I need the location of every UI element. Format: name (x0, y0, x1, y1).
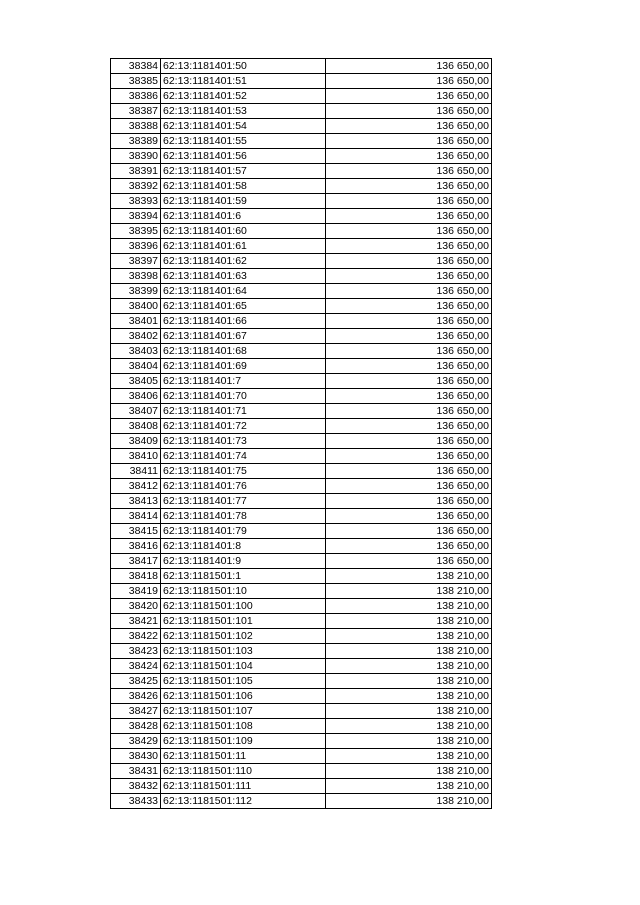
row-number-cell: 38407 (111, 404, 161, 419)
table-row (111, 194, 492, 209)
table-row (111, 344, 492, 359)
table-row (111, 689, 492, 704)
row-number-cell: 38414 (111, 509, 161, 524)
cadastral-number-cell: 62:13:1181401:67 (161, 329, 326, 344)
table-row (111, 74, 492, 89)
row-number-cell: 38389 (111, 134, 161, 149)
cadastral-number-cell: 62:13:1181401:54 (161, 119, 326, 134)
cadastral-value-cell: 138 210,00 (326, 659, 492, 674)
cadastral-value-cell: 138 210,00 (326, 704, 492, 719)
cadastral-value-cell: 138 210,00 (326, 794, 492, 809)
table-row (111, 779, 492, 794)
cadastral-value-cell: 136 650,00 (326, 344, 492, 359)
cadastral-value-cell: 136 650,00 (326, 179, 492, 194)
cadastral-number-cell: 62:13:1181401:7 (161, 374, 326, 389)
cadastral-value-table (110, 58, 492, 809)
cadastral-number-cell: 62:13:1181401:68 (161, 344, 326, 359)
row-number-cell: 38390 (111, 149, 161, 164)
row-number-cell: 38423 (111, 644, 161, 659)
row-number-cell: 38419 (111, 584, 161, 599)
cadastral-number-cell: 62:13:1181401:69 (161, 359, 326, 374)
cadastral-number-cell: 62:13:1181501:112 (161, 794, 326, 809)
row-number-cell: 38393 (111, 194, 161, 209)
row-number-cell: 38384 (111, 59, 161, 74)
row-number-cell: 38428 (111, 719, 161, 734)
cadastral-number-cell: 62:13:1181401:59 (161, 194, 326, 209)
cadastral-number-cell: 62:13:1181401:6 (161, 209, 326, 224)
table-row (111, 119, 492, 134)
row-number-cell: 38418 (111, 569, 161, 584)
cadastral-value-cell: 136 650,00 (326, 104, 492, 119)
cadastral-value-cell: 136 650,00 (326, 284, 492, 299)
cadastral-value-cell: 138 210,00 (326, 584, 492, 599)
table-row (111, 494, 492, 509)
table-row (111, 149, 492, 164)
table-row (111, 794, 492, 809)
row-number-cell: 38399 (111, 284, 161, 299)
table-row (111, 224, 492, 239)
row-number-cell: 38403 (111, 344, 161, 359)
row-number-cell: 38413 (111, 494, 161, 509)
cadastral-value-cell: 136 650,00 (326, 434, 492, 449)
cadastral-value-cell: 136 650,00 (326, 479, 492, 494)
row-number-cell: 38386 (111, 89, 161, 104)
table-row (111, 299, 492, 314)
row-number-cell: 38387 (111, 104, 161, 119)
cadastral-number-cell: 62:13:1181401:65 (161, 299, 326, 314)
cadastral-number-cell: 62:13:1181401:61 (161, 239, 326, 254)
cadastral-number-cell: 62:13:1181501:106 (161, 689, 326, 704)
row-number-cell: 38402 (111, 329, 161, 344)
cadastral-value-cell: 136 650,00 (326, 464, 492, 479)
row-number-cell: 38396 (111, 239, 161, 254)
table-row (111, 284, 492, 299)
table-row (111, 539, 492, 554)
cadastral-number-cell: 62:13:1181401:64 (161, 284, 326, 299)
cadastral-number-cell: 62:13:1181501:107 (161, 704, 326, 719)
row-number-cell: 38424 (111, 659, 161, 674)
cadastral-value-cell: 136 650,00 (326, 494, 492, 509)
table-row (111, 164, 492, 179)
table-row (111, 614, 492, 629)
cadastral-number-cell: 62:13:1181401:73 (161, 434, 326, 449)
cadastral-value-cell: 136 650,00 (326, 524, 492, 539)
cadastral-value-cell: 136 650,00 (326, 389, 492, 404)
cadastral-number-cell: 62:13:1181401:52 (161, 89, 326, 104)
cadastral-value-cell: 136 650,00 (326, 554, 492, 569)
row-number-cell: 38431 (111, 764, 161, 779)
row-number-cell: 38433 (111, 794, 161, 809)
cadastral-value-cell: 136 650,00 (326, 359, 492, 374)
cadastral-number-cell: 62:13:1181401:56 (161, 149, 326, 164)
cadastral-value-cell: 138 210,00 (326, 749, 492, 764)
cadastral-number-cell: 62:13:1181501:11 (161, 749, 326, 764)
cadastral-number-cell: 62:13:1181501:109 (161, 734, 326, 749)
cadastral-number-cell: 62:13:1181401:70 (161, 389, 326, 404)
row-number-cell: 38398 (111, 269, 161, 284)
row-number-cell: 38401 (111, 314, 161, 329)
table-row (111, 89, 492, 104)
table-row (111, 674, 492, 689)
row-number-cell: 38394 (111, 209, 161, 224)
table-row (111, 404, 492, 419)
table-row (111, 569, 492, 584)
row-number-cell: 38385 (111, 74, 161, 89)
cadastral-number-cell: 62:13:1181401:9 (161, 554, 326, 569)
cadastral-value-cell: 136 650,00 (326, 194, 492, 209)
row-number-cell: 38432 (111, 779, 161, 794)
cadastral-value-cell: 138 210,00 (326, 629, 492, 644)
row-number-cell: 38429 (111, 734, 161, 749)
row-number-cell: 38400 (111, 299, 161, 314)
cadastral-value-cell: 136 650,00 (326, 299, 492, 314)
cadastral-value-cell: 138 210,00 (326, 734, 492, 749)
row-number-cell: 38405 (111, 374, 161, 389)
row-number-cell: 38417 (111, 554, 161, 569)
row-number-cell: 38415 (111, 524, 161, 539)
cadastral-value-cell: 136 650,00 (326, 134, 492, 149)
table-row (111, 179, 492, 194)
table-row (111, 749, 492, 764)
cadastral-number-cell: 62:13:1181501:10 (161, 584, 326, 599)
cadastral-value-cell: 136 650,00 (326, 74, 492, 89)
cadastral-value-cell: 136 650,00 (326, 119, 492, 134)
table-row (111, 134, 492, 149)
table-row (111, 104, 492, 119)
table-row (111, 554, 492, 569)
table-row (111, 764, 492, 779)
cadastral-value-cell: 136 650,00 (326, 239, 492, 254)
row-number-cell: 38395 (111, 224, 161, 239)
cadastral-value-cell: 136 650,00 (326, 59, 492, 74)
table-row (111, 374, 492, 389)
cadastral-number-cell: 62:13:1181401:76 (161, 479, 326, 494)
table-row (111, 419, 492, 434)
cadastral-number-cell: 62:13:1181401:62 (161, 254, 326, 269)
cadastral-value-cell: 136 650,00 (326, 404, 492, 419)
cadastral-number-cell: 62:13:1181401:57 (161, 164, 326, 179)
cadastral-value-cell: 138 210,00 (326, 644, 492, 659)
cadastral-value-cell: 136 650,00 (326, 224, 492, 239)
row-number-cell: 38410 (111, 449, 161, 464)
cadastral-number-cell: 62:13:1181501:1 (161, 569, 326, 584)
cadastral-number-cell: 62:13:1181401:75 (161, 464, 326, 479)
row-number-cell: 38422 (111, 629, 161, 644)
row-number-cell: 38397 (111, 254, 161, 269)
row-number-cell: 38412 (111, 479, 161, 494)
cadastral-value-cell: 138 210,00 (326, 764, 492, 779)
cadastral-number-cell: 62:13:1181501:105 (161, 674, 326, 689)
cadastral-value-cell: 136 650,00 (326, 89, 492, 104)
cadastral-number-cell: 62:13:1181401:71 (161, 404, 326, 419)
row-number-cell: 38409 (111, 434, 161, 449)
table-row (111, 449, 492, 464)
cadastral-number-cell: 62:13:1181401:53 (161, 104, 326, 119)
cadastral-number-cell: 62:13:1181501:104 (161, 659, 326, 674)
cadastral-number-cell: 62:13:1181401:51 (161, 74, 326, 89)
table-row (111, 644, 492, 659)
cadastral-value-cell: 136 650,00 (326, 209, 492, 224)
table-row (111, 584, 492, 599)
table-row (111, 629, 492, 644)
table-row (111, 314, 492, 329)
cadastral-value-cell: 136 650,00 (326, 539, 492, 554)
cadastral-number-cell: 62:13:1181401:66 (161, 314, 326, 329)
row-number-cell: 38430 (111, 749, 161, 764)
row-number-cell: 38411 (111, 464, 161, 479)
row-number-cell: 38427 (111, 704, 161, 719)
row-number-cell: 38420 (111, 599, 161, 614)
table-row (111, 389, 492, 404)
cadastral-value-cell: 138 210,00 (326, 614, 492, 629)
cadastral-number-cell: 62:13:1181401:50 (161, 59, 326, 74)
cadastral-value-cell: 138 210,00 (326, 569, 492, 584)
row-number-cell: 38425 (111, 674, 161, 689)
row-number-cell: 38406 (111, 389, 161, 404)
row-number-cell: 38416 (111, 539, 161, 554)
table-row (111, 59, 492, 74)
table-row (111, 524, 492, 539)
cadastral-value-cell: 136 650,00 (326, 374, 492, 389)
cadastral-number-cell: 62:13:1181401:74 (161, 449, 326, 464)
cadastral-number-cell: 62:13:1181501:108 (161, 719, 326, 734)
table-row (111, 704, 492, 719)
table-row (111, 734, 492, 749)
cadastral-value-cell: 136 650,00 (326, 329, 492, 344)
table-row (111, 599, 492, 614)
cadastral-number-cell: 62:13:1181501:103 (161, 644, 326, 659)
table-row (111, 359, 492, 374)
cadastral-value-cell: 136 650,00 (326, 449, 492, 464)
cadastral-value-cell: 138 210,00 (326, 689, 492, 704)
row-number-cell: 38426 (111, 689, 161, 704)
row-number-cell: 38392 (111, 179, 161, 194)
table-row (111, 269, 492, 284)
cadastral-value-cell: 136 650,00 (326, 164, 492, 179)
cadastral-value-cell: 138 210,00 (326, 674, 492, 689)
cadastral-value-cell: 138 210,00 (326, 719, 492, 734)
row-number-cell: 38421 (111, 614, 161, 629)
cadastral-value-cell: 136 650,00 (326, 254, 492, 269)
table-row (111, 464, 492, 479)
table-row (111, 479, 492, 494)
cadastral-number-cell: 62:13:1181401:60 (161, 224, 326, 239)
cadastral-number-cell: 62:13:1181501:111 (161, 779, 326, 794)
cadastral-value-cell: 138 210,00 (326, 779, 492, 794)
table-row (111, 719, 492, 734)
row-number-cell: 38404 (111, 359, 161, 374)
cadastral-value-cell: 136 650,00 (326, 509, 492, 524)
table-row (111, 209, 492, 224)
table-row (111, 239, 492, 254)
table-row (111, 509, 492, 524)
cadastral-number-cell: 62:13:1181501:100 (161, 599, 326, 614)
cadastral-value-cell: 136 650,00 (326, 149, 492, 164)
row-number-cell: 38388 (111, 119, 161, 134)
table-body (111, 59, 492, 809)
cadastral-number-cell: 62:13:1181401:8 (161, 539, 326, 554)
table-row (111, 254, 492, 269)
cadastral-number-cell: 62:13:1181501:110 (161, 764, 326, 779)
row-number-cell: 38408 (111, 419, 161, 434)
table-row (111, 434, 492, 449)
cadastral-number-cell: 62:13:1181401:77 (161, 494, 326, 509)
cadastral-number-cell: 62:13:1181401:55 (161, 134, 326, 149)
cadastral-number-cell: 62:13:1181401:72 (161, 419, 326, 434)
cadastral-value-cell: 136 650,00 (326, 269, 492, 284)
cadastral-number-cell: 62:13:1181501:101 (161, 614, 326, 629)
cadastral-number-cell: 62:13:1181401:58 (161, 179, 326, 194)
cadastral-number-cell: 62:13:1181401:79 (161, 524, 326, 539)
table-row (111, 329, 492, 344)
table-row (111, 659, 492, 674)
cadastral-number-cell: 62:13:1181501:102 (161, 629, 326, 644)
cadastral-number-cell: 62:13:1181401:78 (161, 509, 326, 524)
cadastral-value-cell: 136 650,00 (326, 419, 492, 434)
cadastral-value-cell: 138 210,00 (326, 599, 492, 614)
cadastral-value-cell: 136 650,00 (326, 314, 492, 329)
row-number-cell: 38391 (111, 164, 161, 179)
cadastral-number-cell: 62:13:1181401:63 (161, 269, 326, 284)
